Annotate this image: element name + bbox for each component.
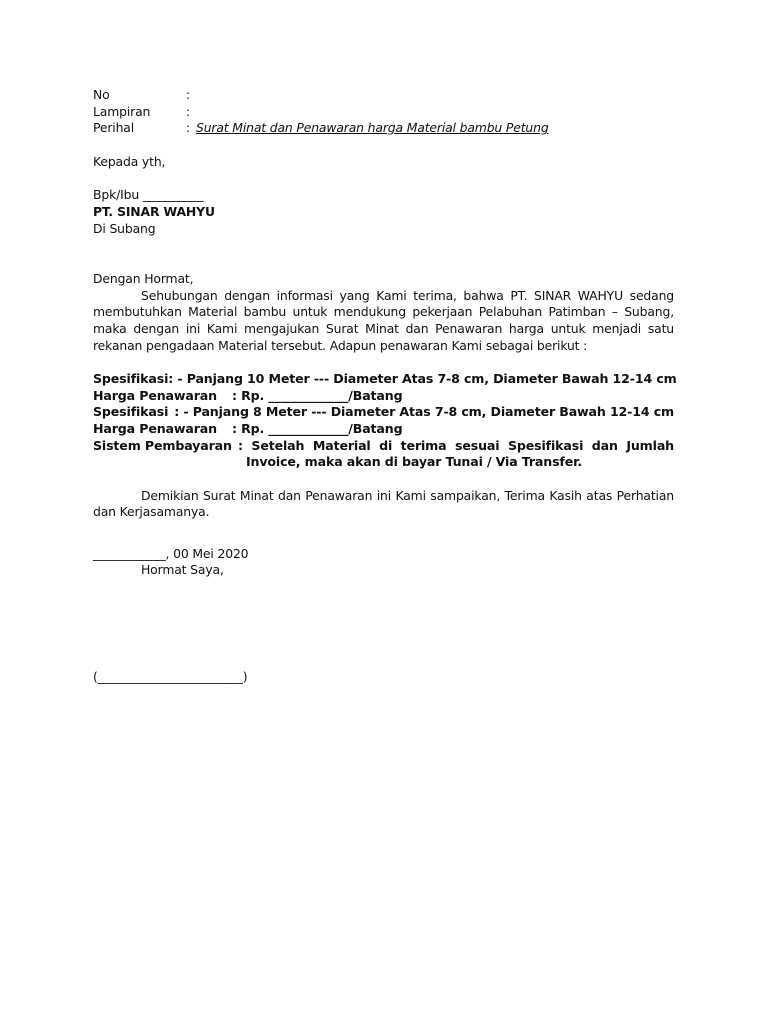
signature-line: (________________________): [93, 669, 248, 685]
no-colon: :: [186, 87, 191, 102]
offer-value: : Rp. _____________/Batang: [232, 420, 403, 436]
perihal-colon: :: [186, 120, 191, 136]
header-no-row: [93, 87, 674, 104]
recipient-city: Di Subang: [93, 220, 156, 236]
perihal-subject: Surat Minat dan Penawaran harga Material bambu Petung: [196, 120, 549, 136]
recipient-bpk-ibu: Bpk/Ibu __________: [93, 187, 204, 203]
perihal-label: Perihal: [93, 120, 135, 136]
closing-paragraph: Demikian Surat Minat dan Penawaran ini Kami sampaikan, Terima Kasih atas Perhatian dan Kerjasamanya.: [93, 487, 674, 520]
offer-price-1: [93, 388, 674, 405]
offer-label: Spesifikasi: [93, 371, 169, 387]
offer-price-2: [93, 421, 674, 438]
offer-label: Harga Penawaran: [93, 387, 217, 403]
salutation: Dengan Hormat,: [93, 271, 194, 287]
signature-regards: Hormat Saya,: [141, 562, 224, 578]
intro-text-1: Sehubungan dengan informasi yang Kami terima, bahwa PT. SINAR WAHYU sedang membutuhkan Material bambu untuk mendukung pekerjaan: [93, 287, 674, 320]
offer-value: : - Panjang 8 Meter --- Diameter Atas 7-8 cm, Diameter Bawah 12-14 cm: [174, 404, 674, 420]
intro-text-bold: Pelabuhan Patimban – Subang: [478, 304, 671, 320]
lampiran-colon: :: [186, 103, 191, 119]
no-label: No: [93, 87, 110, 102]
offer-spec-2: [93, 404, 674, 421]
header-perihal-row: [93, 120, 674, 137]
offer-value: : Rp. _____________/Batang: [232, 387, 403, 403]
letter-body: [93, 87, 677, 686]
offer-value: : Setelah Material di terima sesuai Spesifikasi dan Jumlah Invoice, maka akan di bayar Tunai / Via Transfer.: [238, 437, 674, 470]
signature-date: ____________, 00 Mei 2020: [93, 545, 249, 561]
lampiran-label: Lampiran: [93, 103, 151, 119]
offer-label: Spesifikasi: [93, 404, 169, 420]
offer-value: : - Panjang 10 Meter --- Diameter Atas 7-8 cm, Diameter Bawah 12-14 cm: [168, 371, 677, 387]
header-lampiran-row: [93, 104, 674, 121]
recipient-company: PT. SINAR WAHYU: [93, 203, 215, 219]
intro-text-2: , maka dengan ini Kami mengajukan Surat Minat dan Penawaran harga untuk menjadi satu rekanan pengadaan Material tersebut. Adapun penawaran Kami sebagai berikut :: [93, 304, 674, 353]
offer-label: Harga Penawaran: [93, 420, 217, 436]
offer-payment: [93, 438, 674, 471]
intro-paragraph: [93, 288, 674, 354]
offer-label: Sistem Pembayaran: [93, 437, 232, 453]
offer-spec-1: [93, 371, 677, 388]
recipient-greeting: Kepada yth,: [93, 153, 166, 169]
